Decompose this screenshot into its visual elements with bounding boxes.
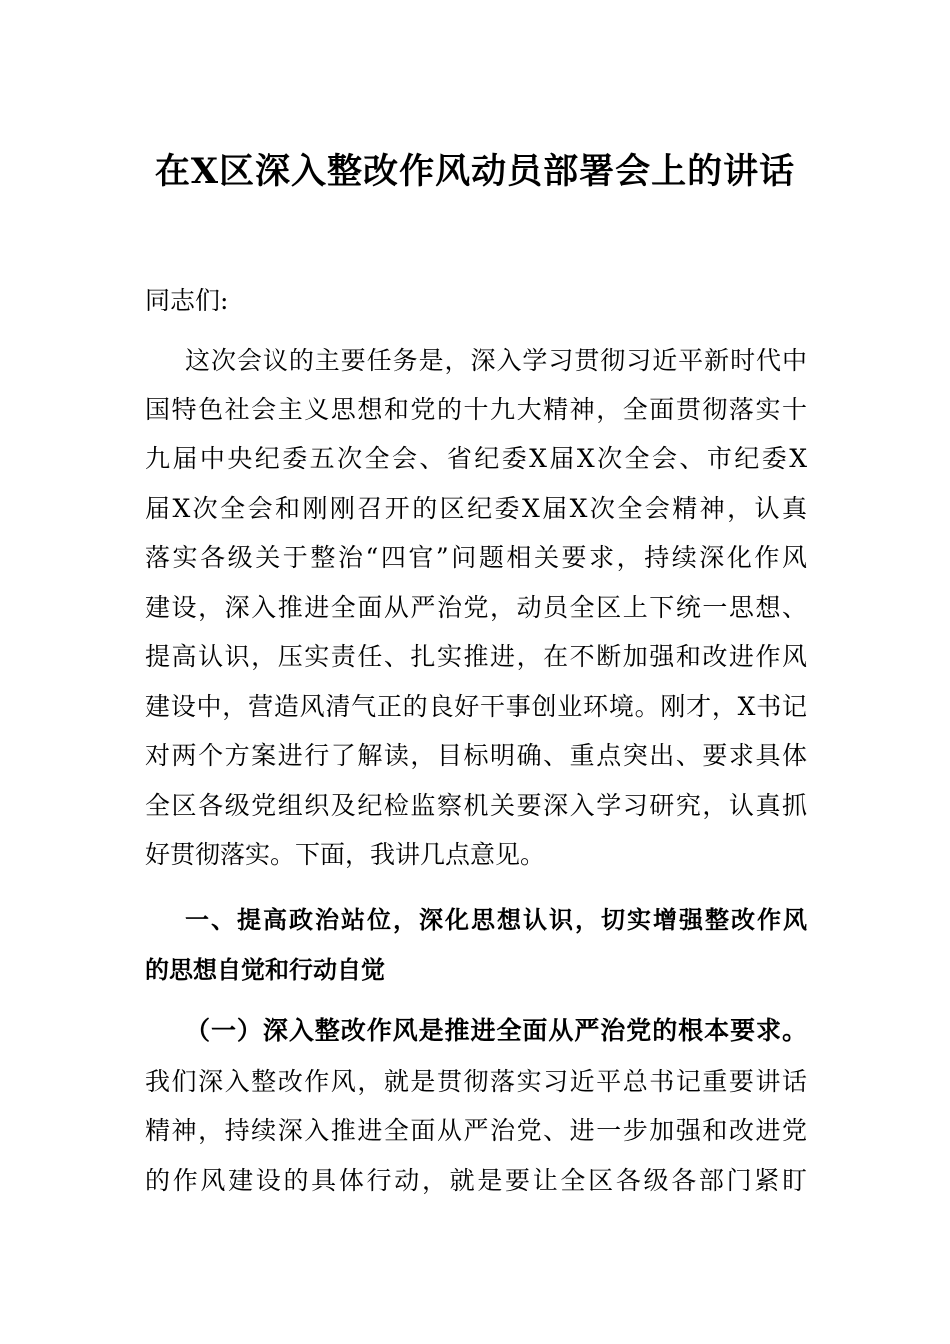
paragraph-line: 建设，深入推进全面从严治党，动员全区上下统一思想、 — [145, 593, 807, 622]
paragraph-line: 好贯彻落实。下面，我讲几点意见。 — [145, 840, 546, 869]
section-heading-line: 的思想自觉和行动自觉 — [145, 956, 385, 984]
salutation: 同志们: — [145, 286, 229, 315]
paragraph-line: 对两个方案进行了解读，目标明确、重点突出、要求具体 — [145, 741, 807, 770]
document-title: 在X区深入整改作风动员部署会上的讲话 — [154, 151, 796, 192]
paragraph-line: 国特色社会主义思想和党的十九大精神，全面贯彻落实十 — [145, 395, 807, 424]
paragraph-line: 届X次全会和刚刚召开的区纪委X届X次全会精神，认真 — [145, 494, 807, 523]
paragraph-line: 精神，持续深入推进全面从严治党、进一步加强和改进党 — [145, 1116, 807, 1145]
paragraph-line: 九届中央纪委五次全会、省纪委X届X次全会、市纪委X — [145, 444, 807, 473]
paragraph-line: 这次会议的主要任务是，深入学习贯彻习近平新时代中 — [185, 346, 807, 375]
paragraph-line: 我们深入整改作风，就是贯彻落实习近平总书记重要讲话 — [145, 1067, 807, 1096]
paragraph-line: 全区各级党组织及纪检监察机关要深入学习研究，认真抓 — [145, 791, 807, 820]
subsection-heading: （一）深入整改作风是推进全面从严治党的根本要求。 — [185, 1016, 807, 1045]
paragraph-line: 落实各级关于整治“四官”问题相关要求，持续深化作风 — [145, 543, 807, 572]
paragraph-line: 建设中，营造风清气正的良好干事创业环境。刚才，X书记 — [145, 692, 807, 721]
paragraph-line: 提高认识，压实责任、扎实推进，在不断加强和改进作风 — [145, 642, 807, 671]
paragraph-line: 的作风建设的具体行动，就是要让全区各级各部门紧盯 — [145, 1166, 807, 1195]
section-heading-line: 一、提高政治站位，深化思想认识，切实增强整改作风 — [185, 906, 807, 934]
